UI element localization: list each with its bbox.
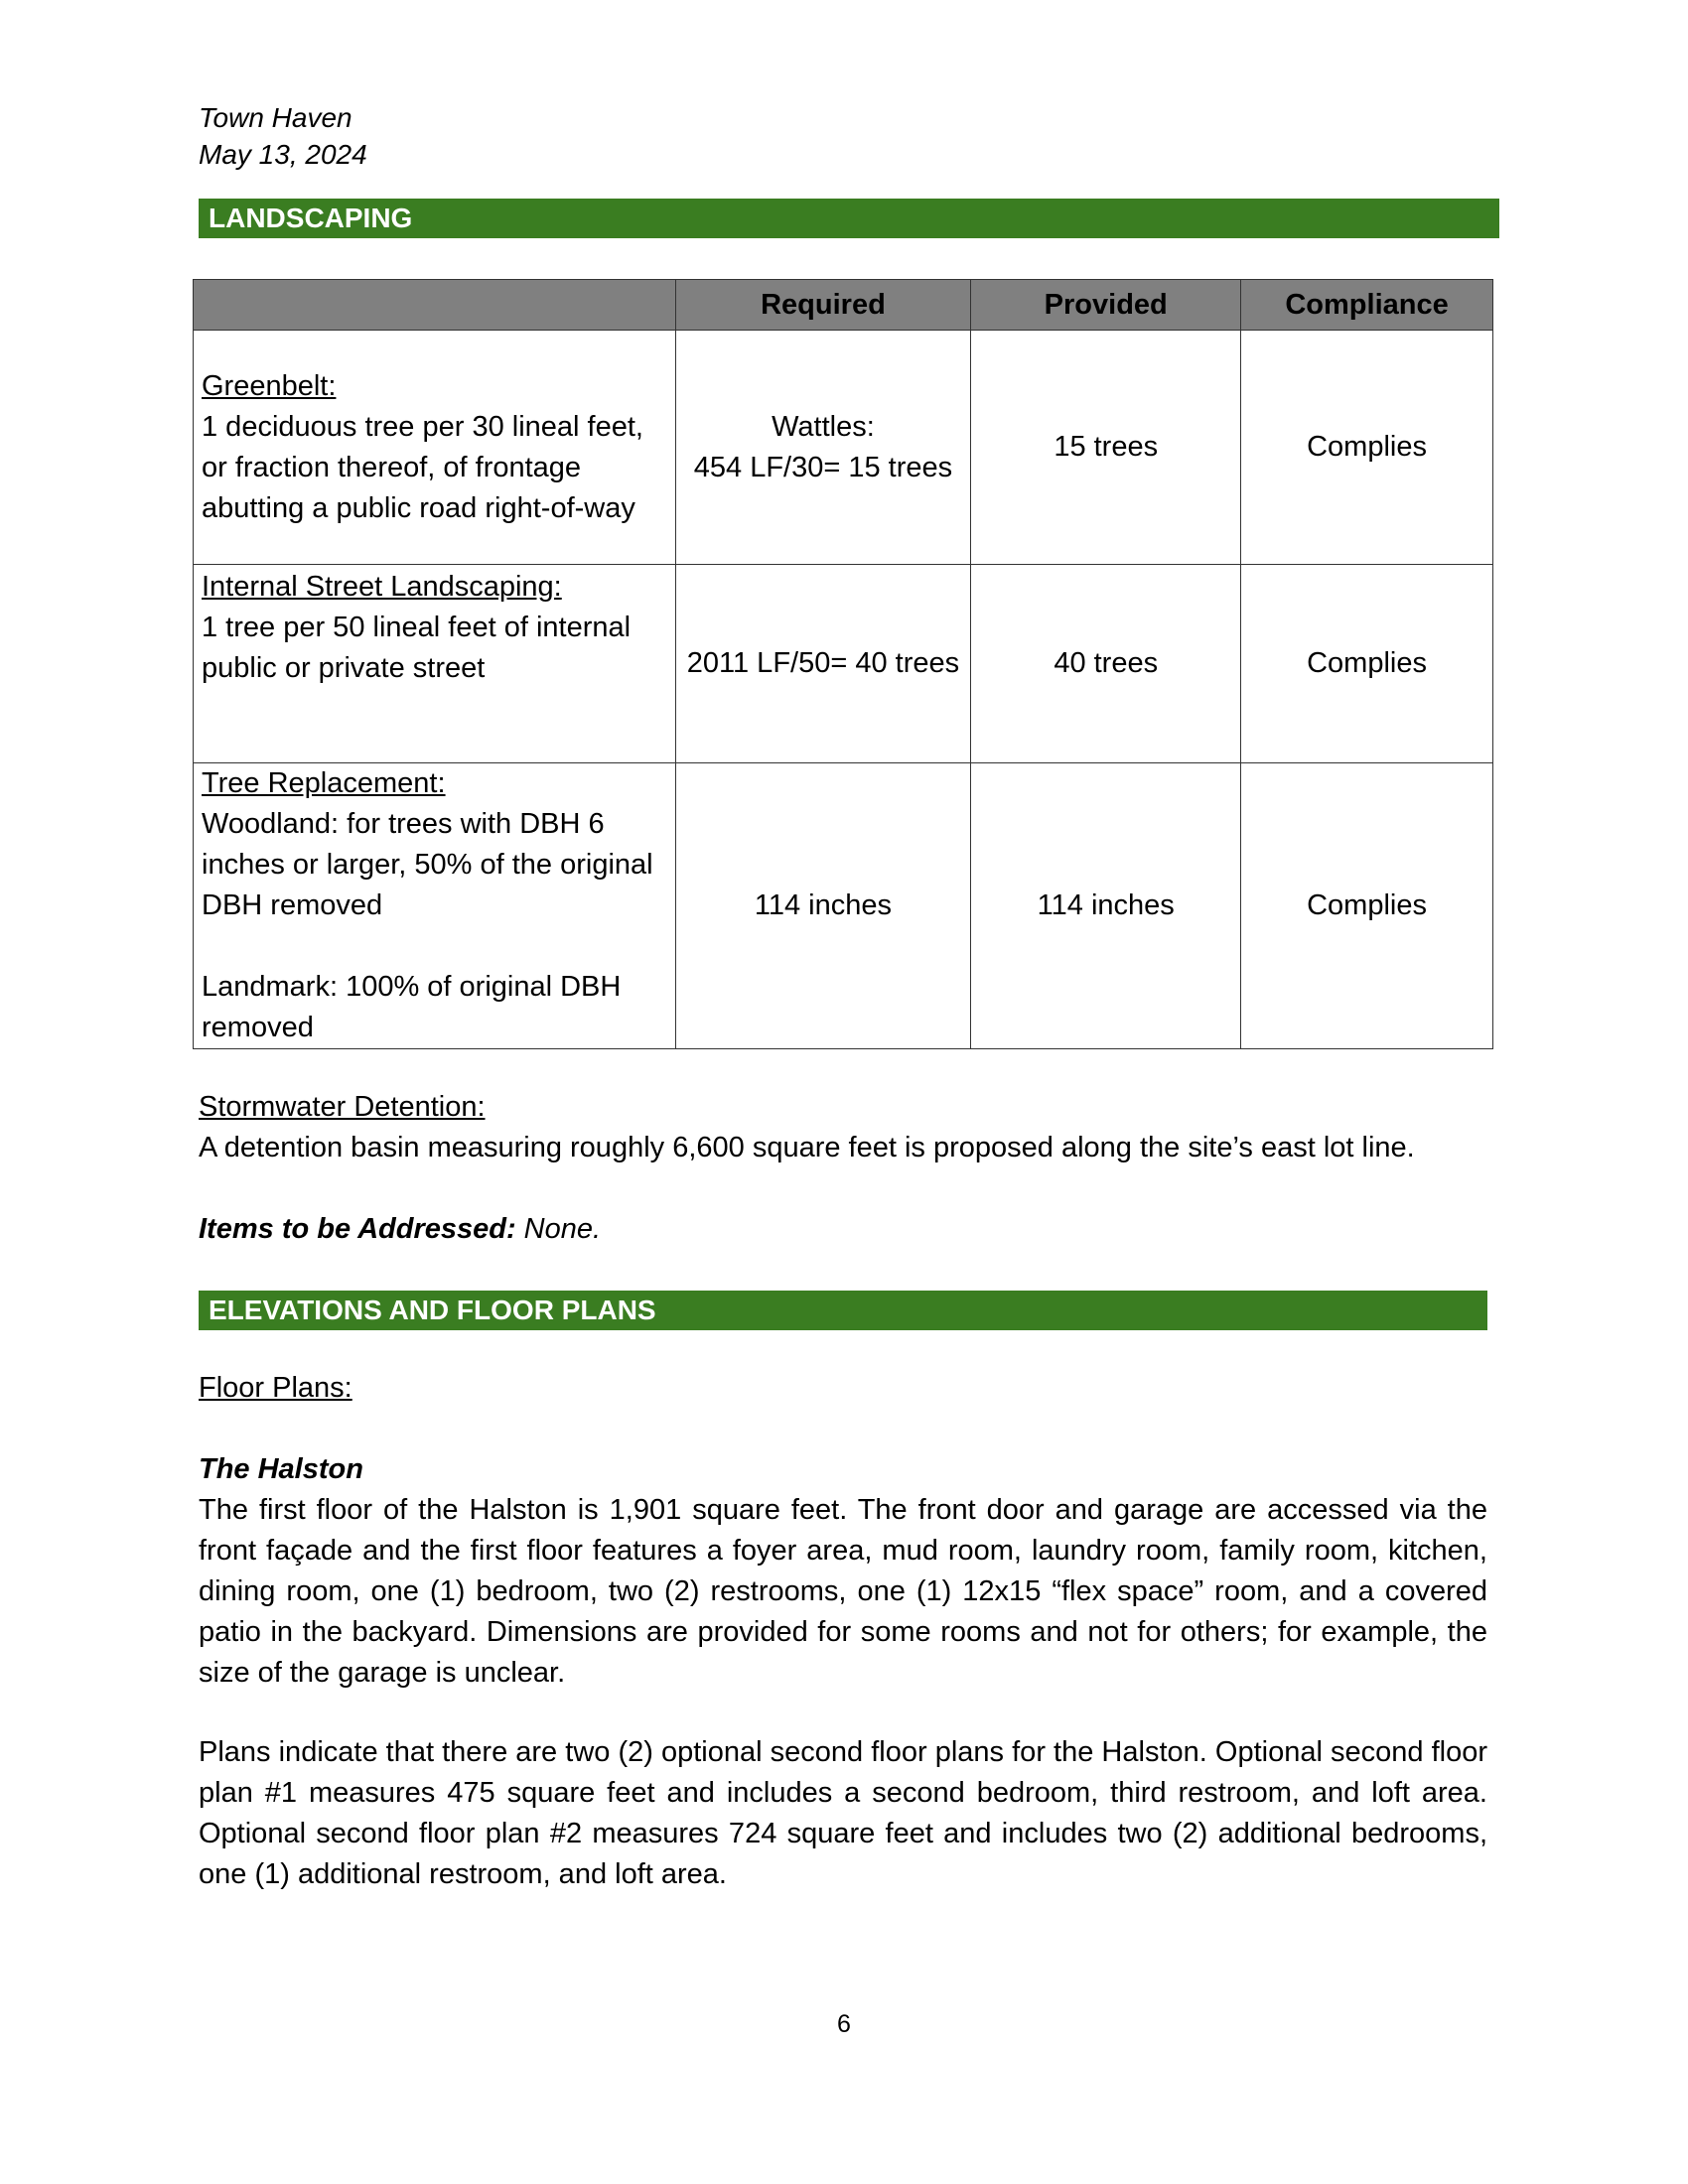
page-number: 6 bbox=[837, 2010, 851, 2038]
compliance-status: Complies bbox=[1241, 763, 1493, 1049]
header-date: May 13, 2024 bbox=[199, 139, 367, 170]
required-value bbox=[675, 331, 971, 565]
provided-value: 40 trees bbox=[971, 565, 1241, 763]
section-heading-elevations: ELEVATIONS AND FLOOR PLANS bbox=[199, 1291, 1487, 1330]
floor-plans-title: Floor Plans: bbox=[199, 1372, 352, 1404]
requirement-text-landmark: Landmark: 100% of original DBH removed bbox=[202, 971, 622, 1043]
provided-value: 15 trees bbox=[971, 331, 1241, 565]
provided-value: 114 inches bbox=[971, 763, 1241, 1049]
requirement-description bbox=[194, 763, 676, 1049]
requirement-title: Internal Street Landscaping: bbox=[202, 571, 562, 603]
compliance-status: Complies bbox=[1241, 565, 1493, 763]
table-row bbox=[194, 331, 1493, 565]
landscaping-table bbox=[193, 279, 1493, 1049]
floor-plan-paragraph-2: Plans indicate that there are two (2) optional second floor plans for the Halston. Optional second floor plan #1 measures 475 square feet and includes a second bedroom, third restroom, and loft area. Optional second floor plan #2 measures 724 square feet and includes two (2) additional bedrooms, one (1) additional restroom, and loft area. bbox=[199, 1736, 1487, 1890]
required-calculation: 454 LF/30= 15 trees bbox=[693, 451, 953, 483]
document-header bbox=[199, 99, 367, 173]
requirement-text: 1 tree per 50 lineal feet of internal public or private street bbox=[202, 612, 632, 684]
compliance-status: Complies bbox=[1241, 331, 1493, 565]
requirement-title: Greenbelt: bbox=[202, 369, 337, 402]
required-label: Wattles: bbox=[772, 410, 875, 443]
stormwater-title: Stormwater Detention: bbox=[199, 1091, 486, 1123]
requirement-description bbox=[194, 331, 676, 565]
stormwater-section bbox=[199, 1087, 1487, 1168]
items-value: None. bbox=[523, 1213, 602, 1245]
table-row bbox=[194, 763, 1493, 1049]
required-value: 114 inches bbox=[675, 763, 971, 1049]
table-row bbox=[194, 565, 1493, 763]
stormwater-text: A detention basin measuring roughly 6,600 square feet is proposed along the site’s east lot line. bbox=[199, 1132, 1415, 1163]
column-header-provided: Provided bbox=[971, 280, 1241, 331]
required-value: 2011 LF/50= 40 trees bbox=[675, 565, 971, 763]
items-label: Items to be Addressed: bbox=[199, 1213, 516, 1245]
column-header-blank bbox=[194, 280, 676, 331]
column-header-required: Required bbox=[675, 280, 971, 331]
section-heading-landscaping: LANDSCAPING bbox=[199, 199, 1499, 238]
requirement-text: 1 deciduous tree per 30 lineal feet, or fraction thereof, of frontage abutting a public road right-of-way bbox=[202, 410, 643, 524]
requirement-text: Woodland: for trees with DBH 6 inches or larger, 50% of the original DBH removed bbox=[202, 808, 653, 921]
header-line-1: Town Haven bbox=[199, 102, 352, 133]
requirement-title: Tree Replacement: bbox=[202, 767, 446, 799]
items-to-address bbox=[199, 1209, 1487, 1250]
column-header-compliance: Compliance bbox=[1241, 280, 1493, 331]
table-header-row bbox=[194, 280, 1493, 331]
floor-plan-paragraph-1: The first floor of the Halston is 1,901 square feet. The front door and garage are accessed via the front façade and the first floor features a foyer area, mud room, laundry room, family room, kitchen, dining room, one (1) bedroom, two (2) restrooms, one (1) 12x15 “flex space” room, and a covered patio in the backyard. Dimensions are provided for some rooms and not for others; for example, the size of the garage is unclear. bbox=[199, 1494, 1487, 1689]
requirement-description bbox=[194, 565, 676, 763]
model-name: The Halston bbox=[199, 1453, 363, 1485]
